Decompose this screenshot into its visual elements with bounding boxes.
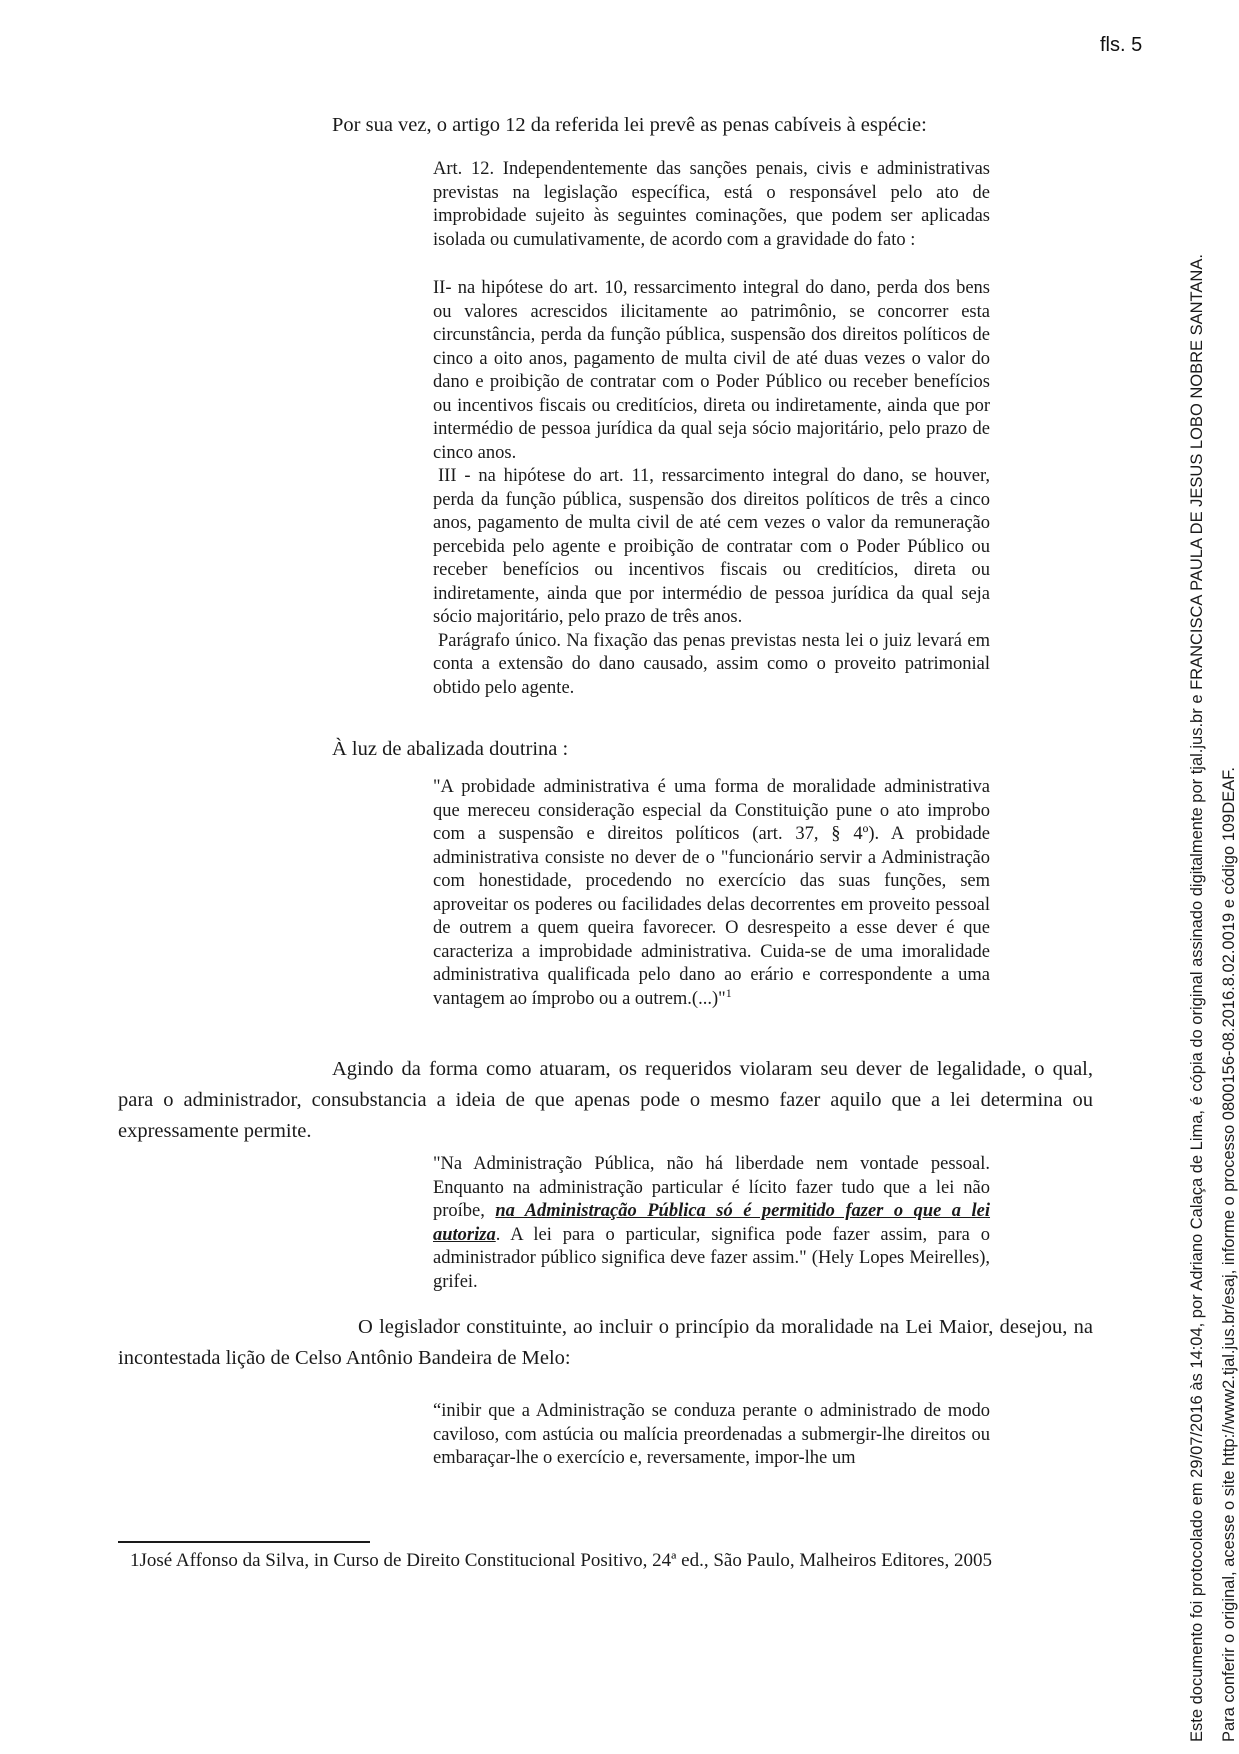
footnote-reference-1: 1 (725, 985, 732, 1000)
quote-doutrina-body: "A probidade administrativa é uma forma de moralidade administrativa que mereceu consideração especial da Constituição pune o ato improbo com a suspensão e direitos políticos (art. 37, § 4º). A probidade administrativa consiste no dever de o "funcionário servir a Administração com honestidade, procedendo no exercício das suas funções, sem aproveitar os poderes ou facilidades delas decorrentes em proveito pessoal de outrem a quem queira favorecer. O desrespeito a esse dever é que caracteriza a improbidade administrativa. Cuida-se de uma imoralidade administrativa qualificada pelo dano ao erário e correspondente a uma vantagem ao ímprobo ou a outrem.(...)" (433, 777, 990, 1009)
document-body (118, 110, 1093, 1471)
digital-signature-stamp-line-1: Este documento foi protocolado em 29/07/2016 às 14:04, por Adriano Calaça de Lima, é cópia do original assinado digitalmente por tjal.jus.br e FRANCISCA PAULA DE JESUS LOBO NOBRE SANTANA. (1188, 254, 1206, 1742)
quote-inciso-iii: III - na hipótese do art. 11, ressarcimento integral do dano, se houver, perda da função pública, suspensão dos direitos políticos de três a cinco anos, pagamento de multa civil de até cem vezes o valor da remuneração percebida pelo agente e proibição de contratar com o Poder Público ou receber benefícios ou incentivos fiscais ou creditícios, direta ou indiretamente, ainda que por intermédio de pessoa jurídica da qual seja sócio majoritário, pelo prazo de três anos. (433, 466, 990, 627)
paragraph-intro-art12: Por sua vez, o artigo 12 da referida lei prevê as penas cabíveis à espécie: (332, 114, 927, 136)
folio-number: fls. 5 (1100, 34, 1143, 56)
footnote (130, 1549, 1095, 1572)
quote-doutrina-text (433, 776, 990, 1011)
blockquote-hely-meirelles (433, 1153, 990, 1294)
blockquote-celso-antonio (433, 1400, 990, 1471)
footnote-text: José Affonso da Silva, in Curso de Direito Constitucional Positivo, 24ª ed., São Paulo, Malheiros Editores, 2005 (139, 1550, 992, 1571)
quote-inciso-ii: II- na hipótese do art. 10, ressarcimento integral do dano, perda dos bens ou valores acrescidos ilicitamente ao patrimônio, se concorrer esta circunstância, perda da função pública, suspensão dos direitos políticos de cinco a oito anos, pagamento de multa civil de até duas vezes o valor do dano e proibição de contratar com o Poder Público ou receber benefícios ou incentivos fiscais ou creditícios, direta ou indiretamente, ainda que por intermédio de pessoa jurídica da qual seja sócio majoritário, pelo prazo de cinco anos. (433, 278, 990, 463)
quote-hely-emphasis: na Administração Pública só é permitido fazer o que a lei autoriza (433, 1201, 991, 1245)
quote-celso-text: “inibir que a Administração se conduza perante o administrado de modo caviloso, com astúcia ou malícia preordenadas a submergir-lhe direitos ou embaraçar-lhe o exercício e, reversamente, impor-lhe um (433, 1401, 990, 1468)
quote-paragrafo-unico: Parágrafo único. Na fixação das penas previstas nesta lei o juiz levará em conta a extensão do dano causado, assim como o proveito patrimonial obtido pelo agente. (433, 630, 990, 698)
blockquote-incisos (433, 277, 990, 700)
footnote-separator-rule (118, 1541, 370, 1543)
digital-signature-stamp-line-2: Para conferir o original, acesse o site http://www2.tjal.jus.br/esaj, informe o processo 0800156-08.2016.8.02.0019 e código 109DEAF. (1220, 767, 1238, 1742)
quote-hely-part2: . A lei para o particular, significa pode fazer assim, para o administrador público significa deve fazer assim." (Hely Lopes Meirelles), grifei. (433, 1224, 990, 1292)
paragraph-legislador: O legislador constituinte, ao incluir o princípio da moralidade na Lei Maior, desejou, na incontestada lição de Celso Antônio Bandeira de Melo: (118, 1316, 1093, 1369)
paragraph-agindo: Agindo da forma como atuaram, os requeridos violaram seu dever de legalidade, o qual, para o administrador, consubstancia a ideia de que apenas pode o mesmo fazer aquilo que a lei determina ou expressamente permite. (118, 1058, 1093, 1142)
quote-art12-caput: Art. 12. Independentemente das sanções penais, civis e administrativas previstas na legislação específica, está o responsável pelo ato de improbidade sujeito às seguintes cominações, que podem ser aplicadas isolada ou cumulativamente, de acordo com a gravidade do fato : (433, 159, 990, 250)
footnote-number: 1 (130, 1550, 140, 1571)
blockquote-doutrina (433, 776, 990, 1011)
quote-hely-part1: "Na Administração Pública, não há liberdade nem vontade pessoal. Enquanto na administração particular é lícito fazer tudo que a lei não proíbe, (433, 1154, 990, 1221)
paragraph-doutrina-intro: À luz de abalizada doutrina : (332, 738, 569, 760)
blockquote-art12 (433, 158, 990, 252)
quote-hely-text (433, 1153, 990, 1294)
